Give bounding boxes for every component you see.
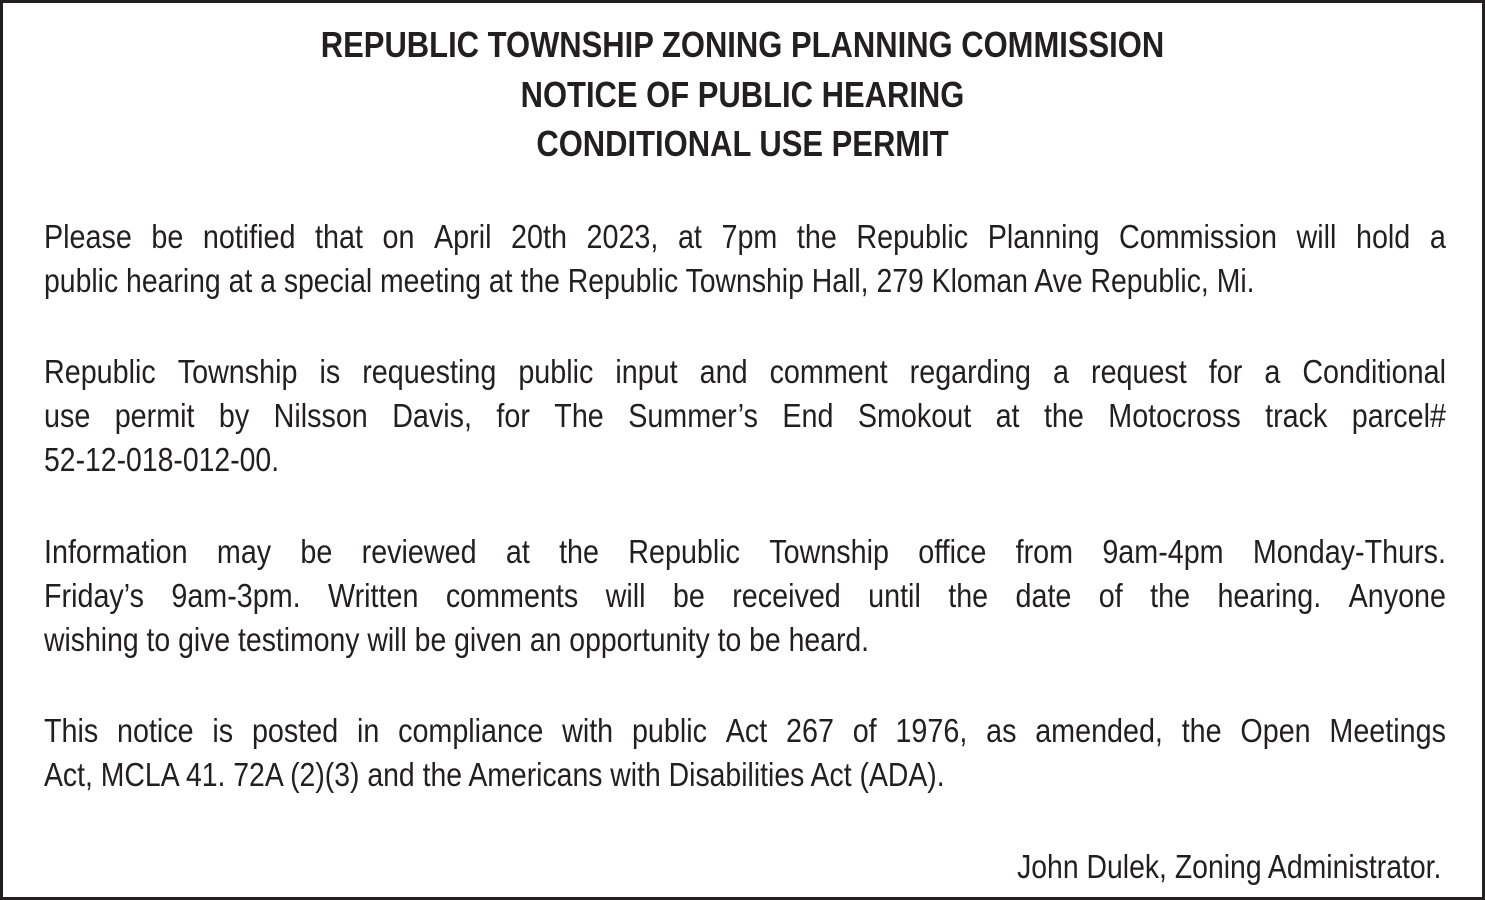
- word: by: [218, 397, 250, 434]
- word: the: [796, 218, 837, 255]
- paragraph-review-info: [44, 530, 1446, 662]
- word: Anyone: [1348, 577, 1446, 614]
- notice-title-hearing: NOTICE OF PUBLIC HEARING: [520, 74, 965, 115]
- word: Township: [769, 533, 889, 570]
- word: 2023,: [586, 218, 659, 255]
- paragraph-line: public hearing at a special meeting at the Republic Township Hall, 279 Kloman Ave Republic, Mi.: [44, 262, 1255, 299]
- word: notice: [117, 712, 194, 749]
- word: Planning: [987, 218, 1100, 255]
- word: posted: [251, 712, 339, 749]
- word: date: [1015, 577, 1072, 614]
- word: the: [559, 533, 599, 570]
- word: and: [699, 353, 748, 390]
- word: the: [1150, 577, 1191, 614]
- word: a: [1429, 218, 1446, 255]
- paragraph-line: [44, 709, 1446, 753]
- word: Nilsson: [273, 397, 368, 434]
- word: at: [505, 533, 530, 570]
- word: permit: [114, 397, 195, 434]
- word: Davis,: [392, 397, 472, 434]
- word: input: [615, 353, 678, 390]
- word: the: [948, 577, 989, 614]
- word: a: [1053, 353, 1069, 390]
- word: 9am-3pm.: [171, 577, 301, 614]
- word: a: [1264, 353, 1281, 390]
- notice-title-commission: REPUBLIC TOWNSHIP ZONING PLANNING COMMISSION: [320, 24, 1165, 65]
- word: 9am-4pm: [1102, 533, 1224, 570]
- word: use: [44, 397, 91, 434]
- paragraph-line: [44, 350, 1446, 394]
- word: on: [382, 218, 415, 255]
- paragraph-permit-request: [44, 350, 1446, 482]
- word: requesting: [362, 353, 497, 390]
- word: that: [315, 218, 363, 255]
- word: is: [212, 712, 234, 749]
- word: Commission: [1119, 218, 1277, 255]
- word: received: [732, 577, 841, 614]
- word: Township: [177, 353, 298, 390]
- word: of: [852, 712, 877, 749]
- word: as: [986, 712, 1017, 749]
- word: of: [1098, 577, 1123, 614]
- word: until: [868, 577, 921, 614]
- word: public: [631, 712, 707, 749]
- paragraph-compliance: [44, 709, 1446, 797]
- word: the: [1043, 397, 1084, 434]
- word: be: [672, 577, 705, 614]
- word: comments: [445, 577, 579, 614]
- word: Monday-Thurs.: [1252, 533, 1446, 570]
- word: request: [1091, 353, 1187, 390]
- paragraph-line: [44, 574, 1446, 618]
- word: the: [1181, 712, 1222, 749]
- word: office: [918, 533, 987, 570]
- word: Act: [725, 712, 768, 749]
- word: hold: [1355, 218, 1411, 255]
- word: compliance: [398, 712, 544, 749]
- paragraph-line: [44, 215, 1446, 259]
- word: 7pm: [721, 218, 778, 255]
- word: be: [300, 533, 333, 570]
- notice-title-permit: CONDITIONAL USE PERMIT: [536, 123, 949, 164]
- word: Motocross: [1108, 397, 1241, 434]
- word: parcel#: [1351, 397, 1446, 434]
- word: April: [434, 218, 492, 255]
- word: Conditional: [1302, 353, 1446, 390]
- word: track: [1265, 397, 1328, 434]
- word: in: [356, 712, 380, 749]
- word: Open: [1240, 712, 1311, 749]
- word: 20th: [511, 218, 567, 255]
- paragraph-line: [44, 394, 1446, 438]
- word: Republic: [856, 218, 969, 255]
- word: will: [1296, 218, 1337, 255]
- word: Republic: [628, 533, 740, 570]
- word: amended,: [1035, 712, 1163, 749]
- word: at: [677, 218, 702, 255]
- word: hearing.: [1217, 577, 1322, 614]
- word: from: [1015, 533, 1074, 570]
- word: 1976,: [895, 712, 968, 749]
- word: This: [44, 712, 99, 749]
- word: Information: [44, 533, 188, 570]
- word: will: [605, 577, 646, 614]
- word: be: [151, 218, 184, 255]
- word: Republic: [44, 353, 156, 390]
- word: may: [216, 533, 272, 570]
- paragraph-line: 52-12-018-012-00.: [44, 441, 280, 478]
- paragraph-line: wishing to give testimony will be given an opportunity to be heard.: [44, 621, 870, 658]
- signature-zoning-administrator: John Dulek, Zoning Administrator.: [1016, 848, 1441, 885]
- word: 267: [786, 712, 834, 749]
- word: public: [518, 353, 594, 390]
- word: notified: [202, 218, 296, 255]
- paragraph-line: Act, MCLA 41. 72A (2)(3) and the Americans with Disabilities Act (ADA).: [44, 756, 945, 793]
- word: Written: [328, 577, 419, 614]
- word: at: [995, 397, 1020, 434]
- word: Summer’s: [628, 397, 758, 434]
- paragraph-hearing-date: [44, 215, 1446, 303]
- word: with: [562, 712, 614, 749]
- word: Please: [44, 218, 132, 255]
- word: for: [496, 397, 530, 434]
- word: The: [554, 397, 604, 434]
- paragraph-line: [44, 530, 1446, 574]
- word: Smokout: [857, 397, 972, 434]
- word: for: [1208, 353, 1243, 390]
- word: is: [319, 353, 341, 390]
- word: Meetings: [1329, 712, 1446, 749]
- word: comment: [769, 353, 888, 390]
- word: reviewed: [361, 533, 477, 570]
- word: regarding: [909, 353, 1031, 390]
- word: Friday’s: [44, 577, 144, 614]
- word: End: [782, 397, 834, 434]
